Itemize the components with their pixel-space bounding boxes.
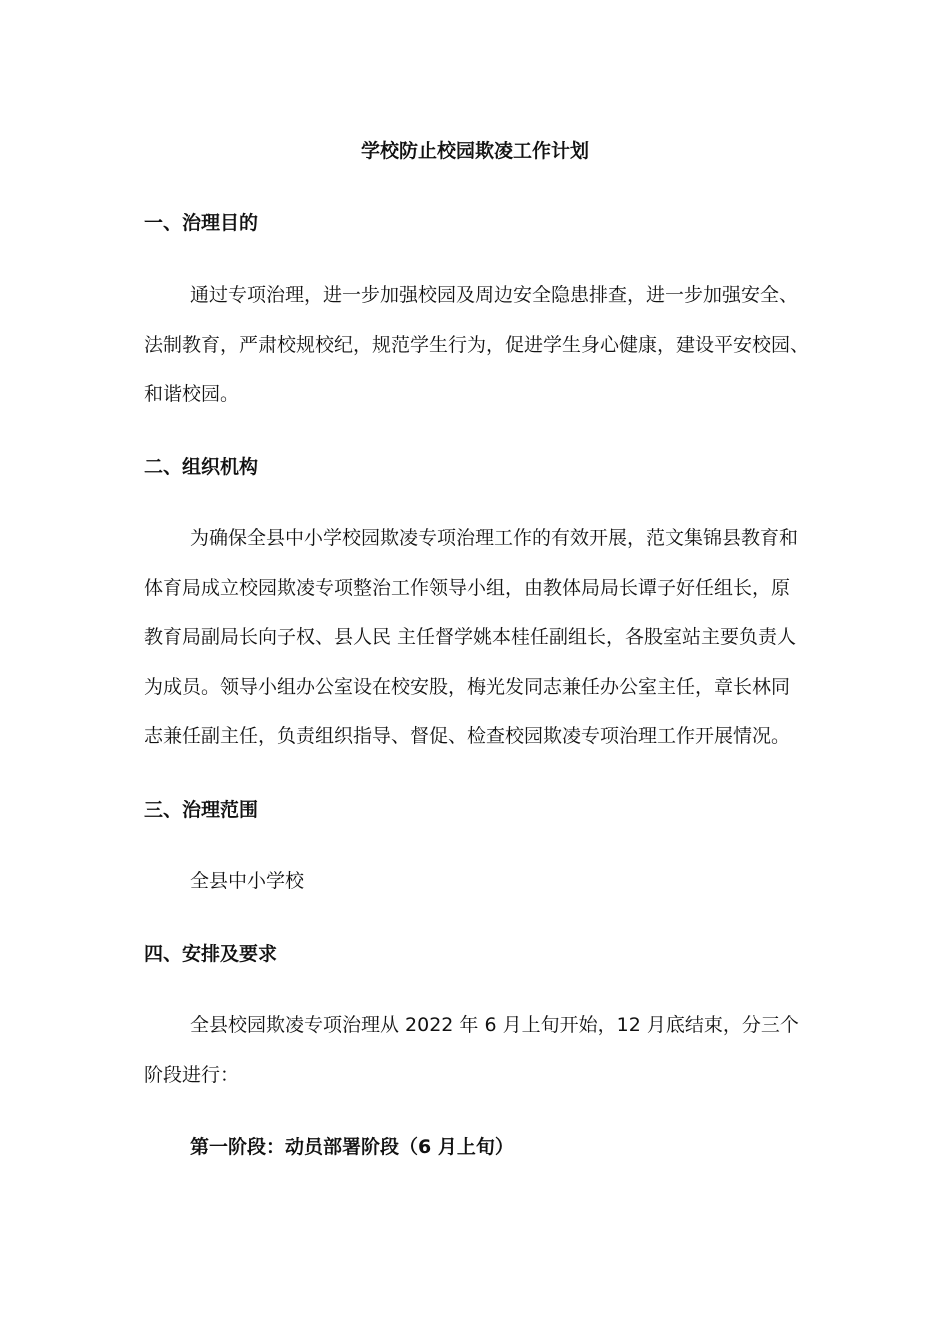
section-body-purpose — [144, 271, 824, 420]
section-heading-arrangement: 四、安排及要求 — [144, 943, 278, 965]
section-heading-purpose: 一、治理目的 — [144, 212, 259, 234]
paragraph-line: 通过专项治理，进一步加强校园及周边安全隐患排查，进一步加强安全、 — [190, 284, 799, 306]
paragraph-line: 志兼任副主任，负责组织指导、督促、检查校园欺凌专项治理工作开展情况。 — [144, 725, 791, 747]
paragraph-line: 和谐校园。 — [144, 383, 240, 405]
section-heading-scope: 三、治理范围 — [144, 799, 259, 821]
paragraph-line: 体育局成立校园欺凌专项整治工作领导小组，由教体局局长谭子好任组长，原 — [144, 576, 791, 599]
section-body-scope — [144, 857, 824, 907]
section-body-organization — [144, 514, 824, 762]
document-title: 学校防止校园欺凌工作计划 — [360, 140, 589, 162]
paragraph-line: 为成员。领导小组办公室设在校安股，梅光发同志兼任办公室主任，章长林同 — [144, 675, 791, 698]
paragraph-line: 全县中小学校 — [190, 870, 305, 892]
paragraph-line: 为确保全县中小学校园欺凌专项治理工作的有效开展，范文集锦县教育和 — [190, 527, 799, 549]
section-heading-organization: 二、组织机构 — [144, 456, 259, 478]
section-body-arrangement — [144, 1001, 824, 1100]
paragraph-line: 法制教育，严肃校规校纪，规范学生行为，促进学生身心健康，建设平安校园、 — [144, 333, 810, 356]
paragraph-line: 全县校园欺凌专项治理从 2022 年 6 月上旬开始，12 月底结束，分三个 — [190, 1014, 799, 1036]
phase-one-heading: 第一阶段：动员部署阶段（6 月上旬） — [190, 1136, 514, 1158]
paragraph-line: 教育局副局长向子权、县人民 主任督学姚本桂任副组长，各股室站主要负责人 — [144, 626, 797, 648]
paragraph-line: 阶段进行： — [144, 1063, 240, 1086]
